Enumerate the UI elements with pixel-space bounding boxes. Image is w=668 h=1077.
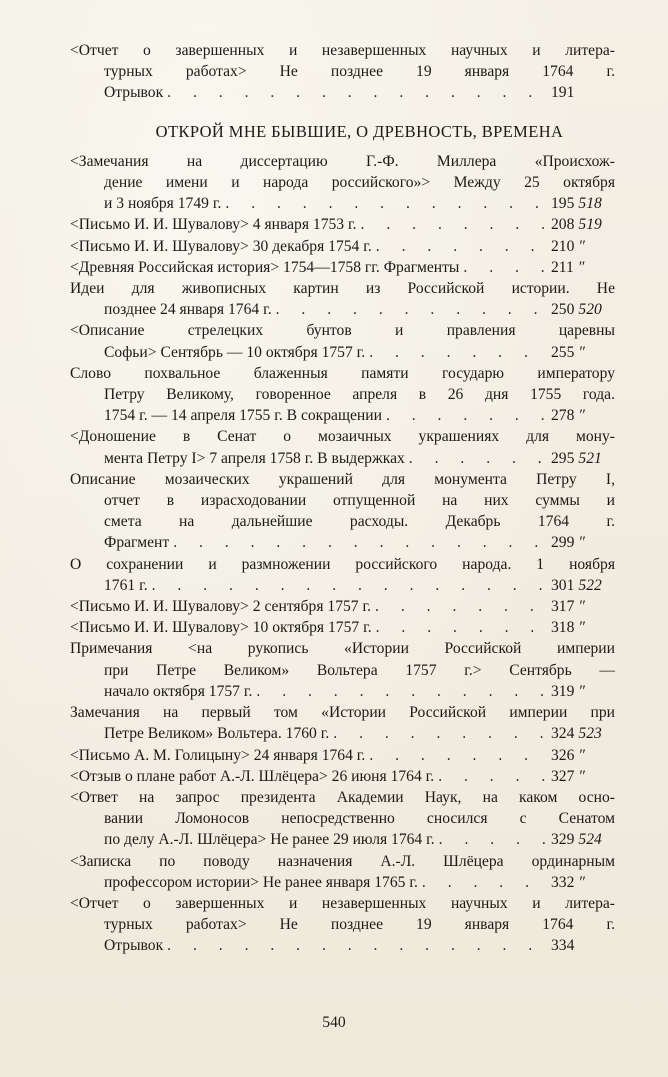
toc-entry	[70, 596, 615, 617]
entry-first-line: <Замечания на диссертацию Г.-Ф. Миллера «Происхож-	[70, 152, 615, 170]
page-ref	[551, 745, 615, 766]
entry-continuation-line: отчет в израсходовании отпущенной на них суммы и	[104, 492, 615, 510]
toc-entry	[70, 363, 615, 427]
text-page-number: 327	[551, 767, 575, 785]
toc-entry	[70, 320, 615, 362]
entry-title-end: Отрывок	[104, 84, 164, 102]
dot-leader	[276, 299, 547, 320]
dot-leader	[225, 193, 547, 214]
page-ref	[551, 766, 615, 787]
commentary-page-number: ″	[577, 258, 585, 276]
dot-leader	[375, 596, 547, 617]
page-ref	[551, 872, 615, 893]
section-title: ОТКРОЙ МНЕ БЫВШИЕ, О ДРЕВНОСТЬ, ВРЕМЕНА	[155, 121, 564, 141]
toc-entry	[70, 893, 615, 957]
entry-last-line	[70, 766, 615, 787]
commentary-page-number: 521	[578, 449, 602, 467]
commentary-page-number: ″	[578, 407, 585, 425]
entry-last-line	[70, 257, 615, 278]
toc-entry	[70, 745, 615, 766]
page-ref	[551, 193, 615, 214]
entry-last-line	[70, 214, 615, 235]
commentary-page-number: ″	[578, 873, 585, 891]
entry-last-line	[70, 829, 615, 850]
page-ref	[551, 829, 615, 850]
dot-leader	[167, 935, 547, 956]
entry-last-line	[70, 342, 615, 363]
commentary-page-number: 520	[578, 301, 602, 319]
text-page-number: 255	[551, 343, 575, 361]
page-ref	[551, 299, 615, 320]
entry-title-end: 1761 г.	[104, 576, 148, 594]
entry-last-line	[70, 405, 615, 426]
text-page-number: 324	[551, 725, 575, 743]
entry-first-line: Описание мозаических украшений для монумента Петру I,	[70, 470, 615, 488]
page-ref	[551, 257, 615, 278]
dot-leader	[463, 257, 547, 278]
page-ref	[551, 596, 615, 617]
commentary-page-number: ″	[578, 598, 585, 616]
entry-last-line	[70, 723, 615, 744]
entry-last-line	[70, 617, 615, 638]
toc-entry-top	[70, 40, 615, 104]
entry-continuation-line: турных работах> Не позднее 19 января 1764 г.	[104, 63, 615, 81]
page-ref	[551, 617, 615, 638]
text-page-number: 334	[551, 937, 575, 955]
entry-title-end: <Древняя Российская история> 1754—1758 гг. Фрагменты	[70, 258, 460, 276]
entry-title-end: <Письмо А. М. Голицыну> 24 января 1764 г.	[70, 746, 366, 764]
commentary-page-number: 523	[578, 725, 602, 743]
commentary-page-number: ″	[578, 343, 585, 361]
text-page-number: 195	[551, 195, 575, 213]
dot-leader	[361, 214, 547, 235]
entry-title-end: по делу А.-Л. Шлёцера> Не ранее 29 июля 1764 г.	[104, 831, 435, 849]
page-ref	[551, 681, 615, 702]
toc-entry	[70, 151, 615, 215]
commentary-page-number: ″	[578, 682, 585, 700]
commentary-page-number: ″	[578, 534, 585, 552]
entry-continuation-line: при Петре Великом» Вольтера 1757 г.> Сентябрь —	[104, 661, 615, 679]
dot-leader	[173, 532, 547, 553]
toc-entry	[70, 426, 615, 468]
dot-leader	[256, 681, 547, 702]
entry-title-end: <Письмо И. И. Шувалову> 2 сентября 1757 г.	[70, 598, 372, 616]
page-ref	[551, 342, 615, 363]
commentary-page-number: 519	[578, 216, 602, 234]
text-page-number: 319	[551, 682, 575, 700]
page-ref	[551, 82, 615, 103]
text-page-number: 278	[551, 407, 575, 425]
commentary-page-number: 524	[578, 831, 602, 849]
page-ref	[551, 532, 615, 553]
commentary-page-number: ″	[578, 746, 585, 764]
page-number: 540	[322, 1014, 346, 1031]
text-page-number: 317	[551, 598, 575, 616]
dot-leader	[376, 617, 547, 638]
entry-title-end: и 3 ноября 1749 г.	[104, 195, 222, 213]
entry-title-end: <Отзыв о плане работ А.-Л. Шлёцера> 26 июня 1764 г.	[70, 767, 435, 785]
page-ref	[551, 448, 615, 469]
entry-last-line	[70, 193, 615, 214]
entry-first-line: <Записка по поводу назначения А.-Л. Шлёцера ординарным	[70, 852, 615, 870]
entry-title-end: мента Петру I> 7 апреля 1758 г. В выдержках	[104, 449, 405, 467]
entry-title-end: Петре Великом» Вольтера. 1760 г.	[104, 725, 330, 743]
entry-first-line: Замечания на первый том «Истории Российской империи при	[70, 704, 615, 722]
toc-entry	[70, 554, 615, 596]
entry-last-line	[70, 448, 615, 469]
entry-title-end: позднее 24 января 1764 г.	[104, 301, 272, 319]
toc-entry	[70, 257, 615, 278]
dot-leader	[152, 575, 547, 596]
entry-first-line: Слово похвальное блаженныя памяти государю императору	[70, 364, 615, 382]
text-page-number: 301	[551, 576, 575, 594]
entry-title-end: Фрагмент	[104, 534, 170, 552]
table-of-contents	[70, 40, 615, 957]
toc-entry	[70, 469, 615, 554]
commentary-page-number: ″	[578, 237, 585, 255]
commentary-page-number: 518	[578, 195, 602, 213]
page-ref	[551, 935, 615, 956]
text-page-number: 211	[551, 258, 574, 276]
entry-title-end: начало октября 1757 г.	[104, 682, 253, 700]
entry-continuation-line: смета на дальнейшие расходы. Декабрь 1764 г.	[104, 513, 615, 531]
entry-last-line	[70, 575, 615, 596]
entry-last-line	[70, 935, 615, 956]
entry-first-line: <Доношение в Сенат о мозаичных украшениях для мону-	[70, 428, 615, 446]
text-page-number: 326	[551, 746, 575, 764]
entry-last-line	[70, 82, 615, 103]
entry-last-line	[70, 596, 615, 617]
toc-entry	[70, 278, 615, 320]
text-page-number: 332	[551, 873, 575, 891]
toc-entry	[70, 851, 615, 893]
text-page-number: 191	[551, 84, 575, 102]
dot-leader	[386, 405, 547, 426]
entry-first-line: Идеи для живописных картин из Российской истории. Не	[70, 280, 615, 298]
commentary-page-number: 522	[578, 576, 602, 594]
toc-entry	[70, 702, 615, 744]
entry-title-end: профессором истории> Не ранее января 1765 г.	[104, 873, 418, 891]
text-page-number: 318	[551, 619, 575, 637]
toc-entry	[70, 638, 615, 702]
toc-entry	[70, 236, 615, 257]
text-page-number: 329	[551, 831, 575, 849]
toc-entries-list	[70, 151, 615, 957]
entry-first-line: <Описание стрелецких бунтов и правления царевны	[70, 322, 615, 340]
entry-continuation-line: вании Ломоносов непосредственно сносился с Сенатом	[104, 810, 615, 828]
entry-title-end: <Письмо И. И. Шувалову> 4 января 1753 г.	[70, 216, 357, 234]
entry-title-end: Софьи> Сентябрь — 10 октября 1757 г.	[104, 343, 366, 361]
entry-first-line: Примечания <на рукопись «Истории Российской империи	[70, 640, 615, 658]
entry-first-line: <Отчет о завершенных и незавершенных научных и литера-	[70, 42, 615, 59]
entry-last-line	[70, 745, 615, 766]
text-page-number: 295	[551, 449, 575, 467]
page-ref	[551, 214, 615, 235]
entry-last-line	[70, 532, 615, 553]
entry-continuation-line: турных работах> Не позднее 19 января 1764 г.	[104, 916, 615, 934]
entry-first-line: О сохранении и размножении российского народа. 1 ноября	[70, 555, 615, 573]
dot-leader	[333, 723, 547, 744]
entry-first-line: <Ответ на запрос президента Академии Наук, на каком осно-	[70, 788, 615, 806]
entry-last-line	[70, 299, 615, 320]
dot-leader	[167, 82, 547, 103]
toc-entry	[70, 214, 615, 235]
entry-title-end: 1754 г. — 14 апреля 1755 г. В сокращении	[104, 407, 382, 425]
commentary-page-number: ″	[578, 767, 585, 785]
dot-leader	[369, 745, 547, 766]
page-ref	[551, 405, 615, 426]
dot-leader	[376, 236, 547, 257]
text-page-number: 299	[551, 534, 575, 552]
commentary-page-number: ″	[578, 619, 585, 637]
entry-continuation-line: Петру Великому, говоренное апреля в 26 дня 1755 года.	[104, 386, 615, 404]
entry-first-line: <Отчет о завершенных и незавершенных научных и литера-	[70, 894, 615, 912]
dot-leader	[409, 448, 547, 469]
entry-title-end: <Письмо И. И. Шувалову> 10 октября 1757 г.	[70, 619, 372, 637]
dot-leader	[439, 829, 547, 850]
entry-title-end: Отрывок	[104, 937, 164, 955]
text-page-number: 210	[551, 237, 575, 255]
dot-leader	[422, 872, 547, 893]
toc-entry	[70, 787, 615, 851]
entry-title-end: <Письмо И. И. Шувалову> 30 декабря 1754 г.	[70, 237, 372, 255]
entry-last-line	[70, 236, 615, 257]
entry-last-line	[70, 872, 615, 893]
entry-continuation-line: дение имени и народа российского»> Между 25 октября	[104, 174, 615, 192]
entry-last-line	[70, 681, 615, 702]
dot-leader	[438, 766, 547, 787]
text-page-number: 208	[551, 216, 575, 234]
page-ref	[551, 236, 615, 257]
toc-entry	[70, 766, 615, 787]
page-ref	[551, 723, 615, 744]
page-ref	[551, 575, 615, 596]
dot-leader	[369, 342, 547, 363]
text-page-number: 250	[551, 301, 575, 319]
toc-entry	[70, 617, 615, 638]
